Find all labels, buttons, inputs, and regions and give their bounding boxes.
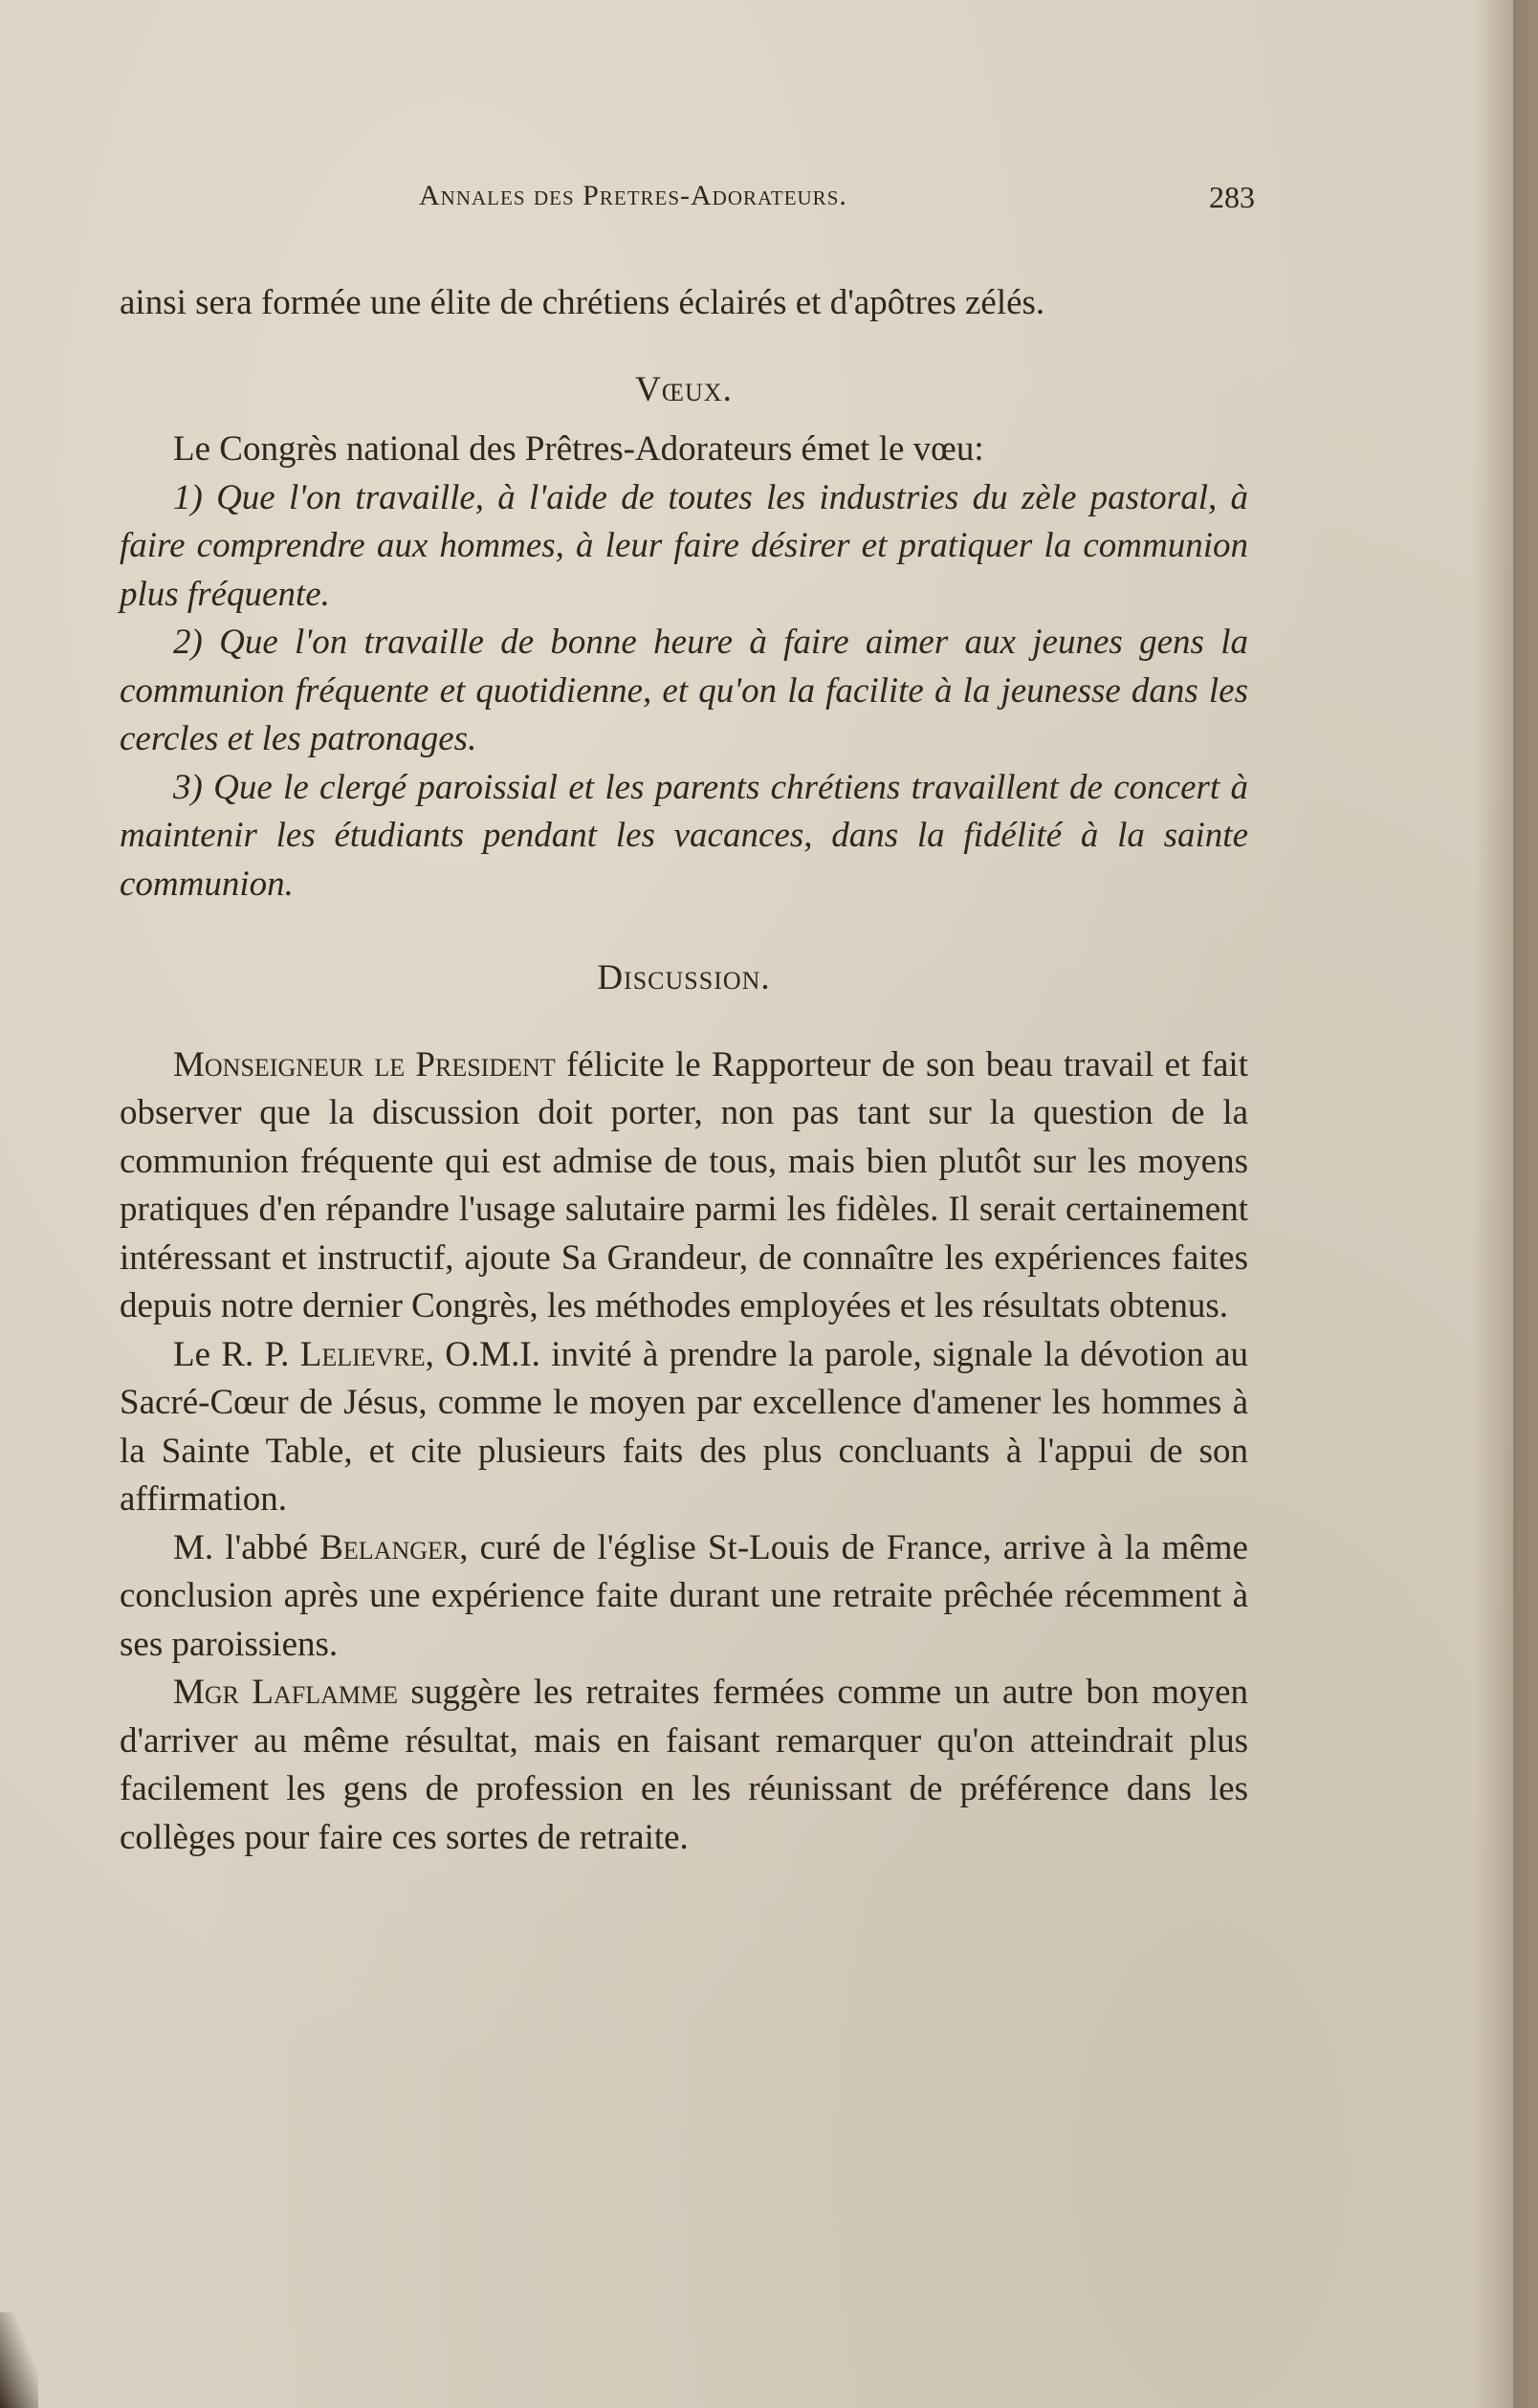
discussion-heading: Discussion. (597, 958, 771, 997)
speaker-name: Belanger (319, 1527, 460, 1567)
paragraph-text: félicite le Rapporteur de son beau travail et fait observer que la discussion doit porter, non pas tant sur la question de la communion fréquente qui est admise de tous, mais bien plutôt sur les moyens pratiques d'en répandre l'usage salutaire parmi les fidèles. Il serait certainement intéressant et instructif, ajoute Sa Grandeur, de connaître les expériences faites depuis notre dernier Congrès, les méthodes employées et les résultats obtenus. (120, 1044, 1248, 1325)
page-corner-shadow (0, 2312, 38, 2408)
speaker-prefix: M. l'abbé (173, 1527, 320, 1567)
voeu-item-3: 3) Que le clergé paroissial et les parents chrétiens travaillent de concert à maintenir les étudiants pendant les vacances, dans la fidélité à la sainte communion. (120, 767, 1248, 904)
discussion-paragraph-3 (120, 1524, 1248, 1670)
speaker-name: Mgr Laflamme (173, 1673, 399, 1712)
speaker-name: Monseigneur le President (173, 1044, 556, 1084)
voeu-item-1: 1) Que l'on travaille, à l'aide de toutes les industries du zèle pastoral, à faire comprendre aux hommes, à leur faire désirer et pratiquer la communion plus fréquente. (120, 477, 1248, 614)
page-body (120, 279, 1248, 1862)
page-number: 283 (1209, 180, 1255, 214)
discussion-paragraph-2 (120, 1331, 1248, 1524)
speaker-name: Lelievre (299, 1334, 426, 1374)
voeux-heading: Vœux. (635, 369, 733, 409)
intro-paragraph: ainsi sera formée une élite de chrétiens éclairés et d'apôtres zélés. (120, 283, 1045, 322)
discussion-paragraph-1 (120, 1041, 1248, 1331)
speaker-prefix: Le R. P. (173, 1334, 300, 1374)
paragraph-text: suggère les retraites fermées comme un autre bon moyen d'arriver au même résultat, mais en faisant remarquer qu'on atteindrait plus facilement les gens de profession en les réunissant de préférence dans les collèges pour faire ces sortes de retraite. (120, 1673, 1248, 1857)
page-header (124, 180, 1255, 218)
discussion-paragraph-4 (120, 1669, 1248, 1862)
page-edge-shadow (1473, 0, 1538, 2408)
voeu-item-2: 2) Que l'on travaille de bonne heure à faire aimer aux jeunes gens la communion fréquente et quotidienne, et qu'on la facilite à la jeunesse dans les cercles et les patronages. (120, 623, 1248, 758)
paragraph-text: , O.M.I. invité à prendre la parole, signale la dévotion au Sacré-Cœur de Jésus, comme le moyen par excellence d'amener les hommes à la Sainte Table, et cite plusieurs faits des plus concluants à l'appui de son affirmation. (120, 1334, 1248, 1519)
running-title: Annales des Pretres-Adorateurs. (419, 180, 847, 211)
paragraph-text: , curé de l'église St-Louis de France, arrive à la même conclusion après une expérience faite durant une retraite prêchée récemment à ses paroissiens. (120, 1527, 1248, 1664)
voeux-lead: Le Congrès national des Prêtres-Adorateurs émet le vœu: (173, 429, 984, 469)
